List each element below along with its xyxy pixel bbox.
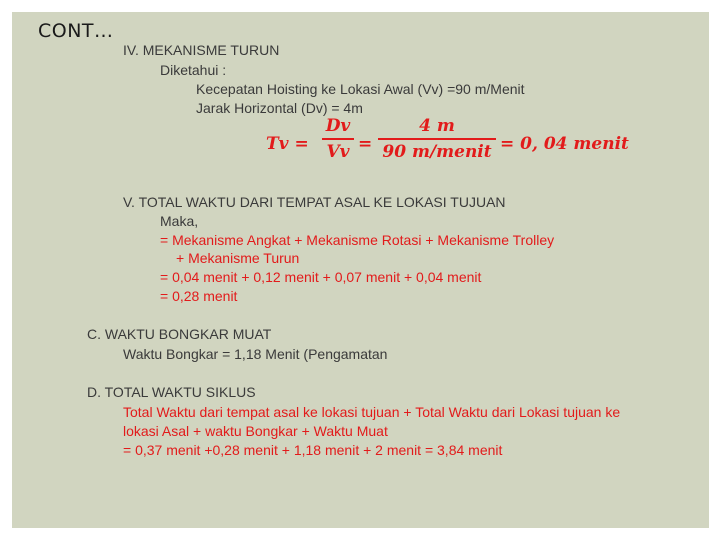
fraction-bar: [378, 138, 496, 140]
total-mechanism-line: = Mekanisme Angkat + Mekanisme Rotasi + Mekanisme Trolley: [160, 232, 555, 248]
equation-result: = 0, 04 menit: [500, 134, 629, 154]
diketahui-label: Diketahui :: [160, 62, 227, 78]
cycle-description-line2: lokasi Asal + waktu Bongkar + Waktu Muat: [123, 423, 388, 439]
section-v-heading: V. TOTAL WAKTU DARI TEMPAT ASAL KE LOKASI TUJUAN: [123, 194, 506, 210]
section-d-heading: D. TOTAL WAKTU SIKLUS: [87, 384, 256, 400]
maka-label: Maka,: [160, 213, 199, 229]
fraction-bar: [322, 138, 354, 140]
fraction-numerator: 4 m: [419, 116, 455, 136]
section-iv-heading: IV. MEKANISME TURUN: [123, 42, 280, 58]
total-result-line: = 0,28 menit: [160, 288, 238, 304]
equation-lhs: Tv =: [266, 134, 309, 154]
waktu-bongkar-line: Waktu Bongkar = 1,18 Menit (Pengamatan: [123, 346, 388, 362]
fraction-4m-90: [378, 116, 496, 162]
equals-sign: =: [358, 134, 373, 154]
cycle-total-line: = 0,37 menit +0,28 menit + 1,18 menit + 2 menit = 3,84 menit: [123, 442, 503, 458]
fraction-numerator: Dv: [325, 116, 351, 136]
mekanisme-turun-line: + Mekanisme Turun: [176, 250, 300, 266]
sum-values-line: = 0,04 menit + 0,12 menit + 0,07 menit + 0,04 menit: [160, 269, 482, 285]
horizontal-distance-text: Jarak Horizontal (Dv) = 4m: [196, 100, 363, 116]
fraction-dv-vv: [322, 116, 354, 162]
hoisting-speed-text: Kecepatan Hoisting ke Lokasi Awal (Vv) =90 m/Menit: [196, 81, 525, 97]
cycle-description-line1: Total Waktu dari tempat asal ke lokasi tujuan + Total Waktu dari Lokasi tujuan ke: [123, 404, 621, 420]
fraction-denominator: Vv: [326, 141, 350, 162]
slide-title: CONT…: [38, 20, 114, 42]
section-c-heading: C. WAKTU BONGKAR MUAT: [87, 326, 272, 342]
fraction-denominator: 90 m/menit: [382, 141, 492, 162]
